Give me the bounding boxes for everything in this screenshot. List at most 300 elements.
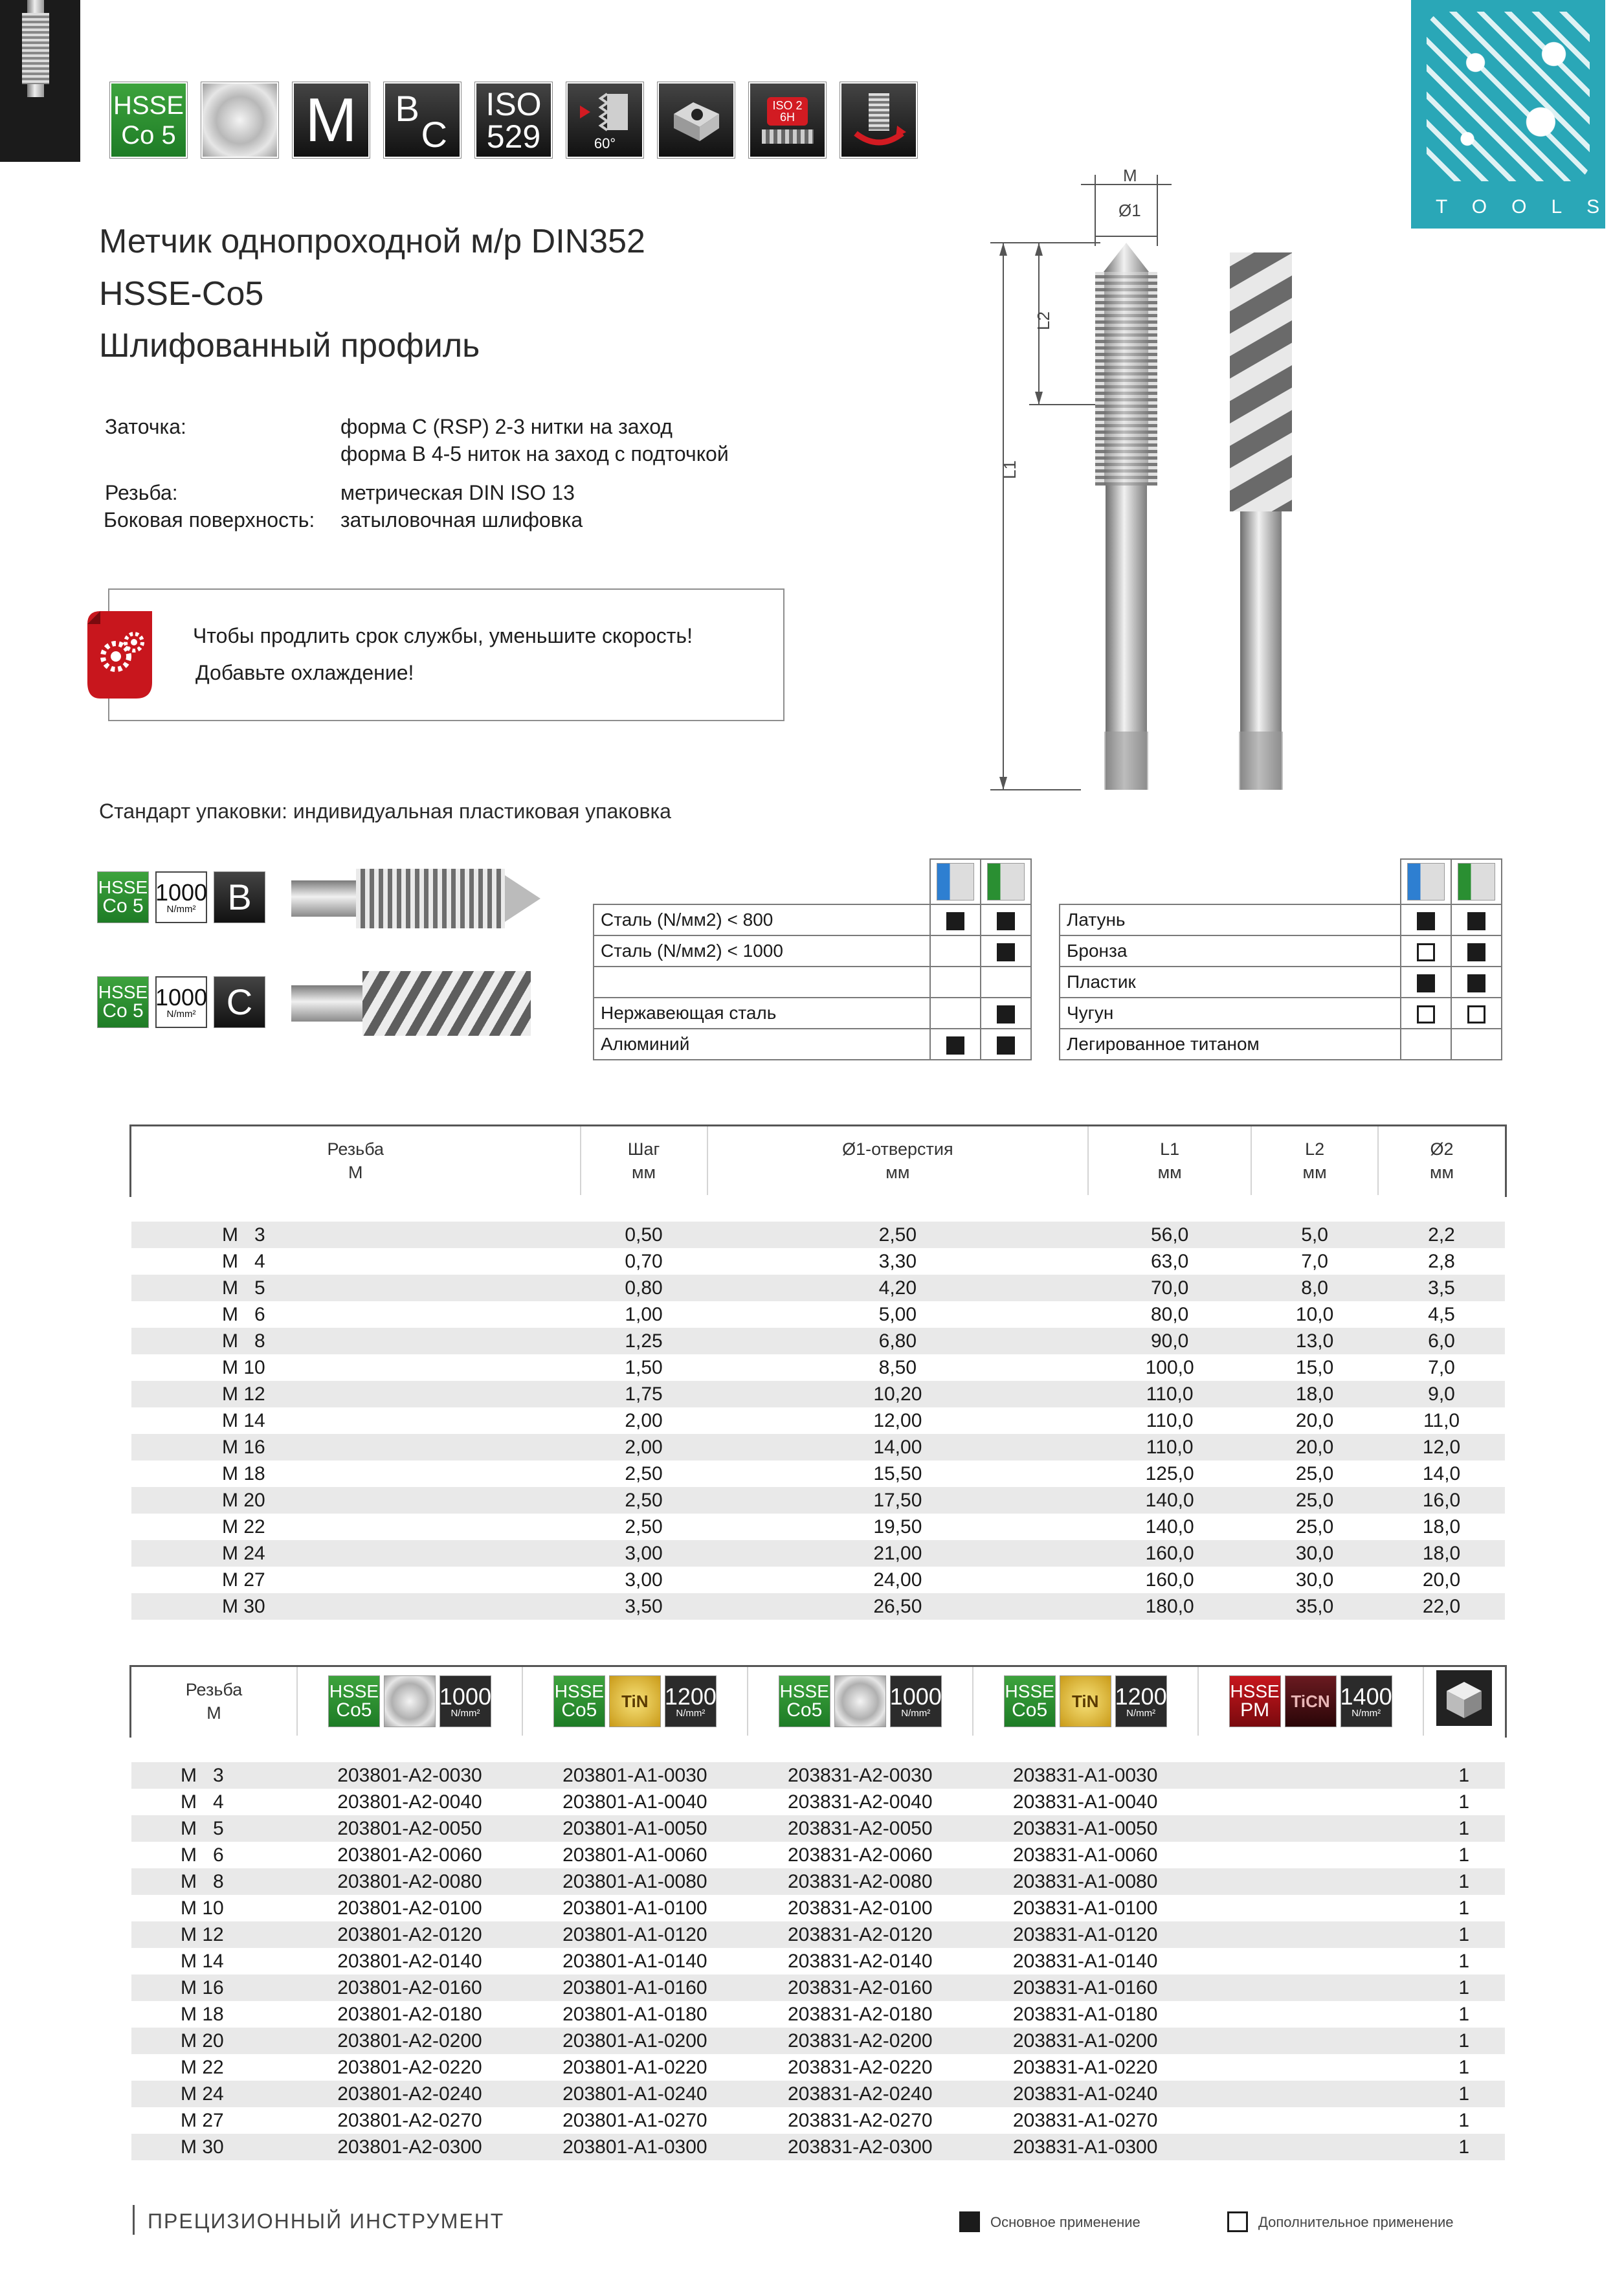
art-cell: M 30 <box>131 2134 297 2160</box>
art-cell: 1 <box>1458 1897 1470 1919</box>
art-cell: M 27 <box>181 2110 224 2131</box>
dim-cell: 63,0 <box>1150 1251 1189 1272</box>
badge-text: TiCN <box>1291 1692 1330 1711</box>
material-name: Пластик <box>1060 967 1401 998</box>
form-c-tap-image <box>291 965 544 1042</box>
dim-cell: 25,0 <box>1295 1516 1334 1538</box>
art-cell: 203831-A1-0100 <box>1012 1897 1158 1919</box>
package-header <box>1423 1667 1505 1736</box>
form-b-cell <box>930 1029 981 1060</box>
badge-text: HSSE <box>554 1681 604 1701</box>
notice-line-2: Добавьте охлаждение! <box>195 661 414 684</box>
table-row <box>131 2134 1505 2160</box>
dim-cell: 26,50 <box>707 1593 1089 1620</box>
dim-cell: 3,00 <box>625 1569 663 1591</box>
dim-cell: 110,0 <box>1146 1410 1194 1431</box>
dim-cell: 5,00 <box>878 1304 917 1325</box>
icon-label: B <box>395 87 419 129</box>
thread-angle-icon <box>566 82 643 158</box>
main-use-marker <box>946 912 964 930</box>
art-col-header <box>131 1667 297 1736</box>
extra-use-marker <box>1417 1005 1435 1024</box>
art-cell: M 4 <box>181 1791 224 1813</box>
material-row <box>594 998 1031 1029</box>
material-row <box>594 935 1031 967</box>
art-cell: 203831-A2-0300 <box>748 2134 973 2160</box>
art-cell: 203831-A1-0300 <box>973 2134 1198 2160</box>
art-cell <box>1198 1975 1423 2001</box>
icon-label: ISO <box>485 85 542 122</box>
form-c-icon <box>987 863 1025 901</box>
art-cell: 1 <box>1458 2110 1470 2131</box>
dim-cell: 3,5 <box>1378 1275 1505 1301</box>
dim-cell: 7,0 <box>1301 1251 1328 1272</box>
table-row <box>131 1407 1505 1434</box>
bc-glyph <box>390 88 455 153</box>
table-row <box>131 2107 1505 2134</box>
badge-text: HSSE <box>98 982 148 1002</box>
material-name: Легированное титаном <box>1060 1029 1401 1060</box>
dim-cell: 12,00 <box>873 1410 922 1431</box>
material-row <box>594 967 1031 998</box>
art-cell: M 22 <box>181 2057 224 2078</box>
main-use-marker <box>1467 943 1485 961</box>
art-cell: 203831-A2-0180 <box>788 2004 933 2025</box>
legend-extra-label: Дополнительное применение <box>1258 2214 1454 2230</box>
main-use-marker <box>1417 974 1435 992</box>
material-name: Нержавеющая сталь <box>594 998 930 1029</box>
form-b-cell <box>930 935 981 967</box>
dim-cell: 18,0 <box>1251 1381 1378 1407</box>
art-cell: 203831-A1-0080 <box>973 1868 1198 1895</box>
dim-cell: 30,0 <box>1295 1569 1334 1591</box>
art-cell: 203801-A2-0040 <box>337 1791 482 1813</box>
main-use-marker <box>997 943 1015 961</box>
dim-cell: 110,0 <box>1088 1434 1251 1460</box>
table-row <box>131 1948 1505 1975</box>
dim-cell: M 10 <box>222 1357 265 1378</box>
badge-text: TiN <box>1071 1692 1099 1711</box>
table-row <box>131 1460 1505 1487</box>
dim-cell: 1,50 <box>625 1357 663 1378</box>
dim-cell: M 4 <box>222 1251 265 1272</box>
material-name: Сталь (N/мм2) < 1000 <box>594 935 930 967</box>
dim-m-label: M <box>1123 166 1137 185</box>
art-cell: 203831-A2-0080 <box>748 1868 973 1895</box>
badge-text: HSSE <box>1230 1681 1280 1701</box>
extra-use-marker <box>1417 943 1435 961</box>
table-row <box>131 1381 1505 1407</box>
header-unit: мм <box>885 1163 910 1182</box>
art-cell: 1 <box>1423 2028 1505 2054</box>
title-line-2: HSSE-Co5 <box>99 275 264 313</box>
dim-cell: 0,50 <box>581 1222 707 1248</box>
art-cell: 1 <box>1423 1762 1505 1789</box>
legend-extra-swatch <box>1227 2211 1248 2232</box>
badge-text: N/mm² <box>1126 1707 1156 1719</box>
dim-cell: M 22 <box>222 1516 265 1538</box>
badge-text: N/mm² <box>901 1707 931 1719</box>
art-cell <box>1198 1948 1423 1975</box>
form-c-cell <box>981 1029 1031 1060</box>
table-row <box>131 1593 1505 1620</box>
header-unit: мм <box>1429 1163 1454 1182</box>
badge-text: C <box>226 981 253 1022</box>
dim-cell: M 12 <box>131 1381 581 1407</box>
main-use-marker <box>1417 912 1435 930</box>
art-cell: 203801-A1-0040 <box>562 1791 707 1813</box>
dim-cell: 3,00 <box>581 1540 707 1567</box>
badge-text: N/mm² <box>166 1008 196 1020</box>
legend-main-swatch <box>959 2211 980 2232</box>
dim-cell: 35,0 <box>1251 1593 1378 1620</box>
rotation-glyph <box>847 88 911 153</box>
material-name: Бронза <box>1060 935 1401 967</box>
form-b-header <box>930 859 981 904</box>
art-cell: 203831-A1-0180 <box>1012 2004 1158 2025</box>
badge-text: Co 5 <box>102 1000 144 1022</box>
art-cell: 1 <box>1423 1868 1505 1895</box>
dim-cell: 1,25 <box>581 1328 707 1354</box>
art-cell: 203831-A2-0050 <box>748 1815 973 1842</box>
art-cell: 203831-A1-0160 <box>973 1975 1198 2001</box>
art-cell <box>1198 1921 1423 1948</box>
art-cell: 1 <box>1458 2004 1470 2025</box>
art-cell: 203801-A2-0180 <box>337 2004 482 2025</box>
strength-badge <box>439 1675 491 1727</box>
dim-cell: 2,8 <box>1428 1251 1455 1272</box>
form-badge <box>214 871 265 923</box>
dim-cell: 8,50 <box>878 1357 917 1378</box>
icon-label: M <box>305 85 357 155</box>
strength-badge <box>665 1675 717 1727</box>
badge-text: Co5 <box>561 1699 597 1721</box>
form-bc-icon <box>384 82 461 158</box>
material-name: Сталь (N/мм2) < 800 <box>594 904 930 935</box>
header-line: Резьба <box>185 1679 243 1699</box>
surface-value: затыловочная шлифовка <box>340 508 583 531</box>
art-cell: M 5 <box>131 1815 297 1842</box>
badge-text: 1000 <box>155 983 208 1011</box>
dim-cell: 0,80 <box>581 1275 707 1301</box>
art-cell <box>1198 1868 1423 1895</box>
badge-text: Co5 <box>1012 1699 1048 1721</box>
table-row <box>131 2028 1505 2054</box>
dim-cell: 30,0 <box>1251 1540 1378 1567</box>
art-cell <box>1198 2054 1423 2081</box>
header-unit: мм <box>1157 1163 1182 1182</box>
form-c-cell <box>1451 967 1502 998</box>
form-b-cell <box>1401 967 1451 998</box>
art-cell: 203831-A1-0220 <box>1012 2057 1158 2078</box>
dim-col-header <box>1251 1126 1378 1195</box>
strength-badge <box>1340 1675 1392 1727</box>
square-shank-icon <box>658 82 735 158</box>
art-cell: 203801-A1-0030 <box>522 1762 748 1789</box>
art-cell: 203831-A1-0060 <box>1012 1844 1158 1866</box>
form-b-cell <box>1401 935 1451 967</box>
art-cell: 203801-A1-0100 <box>562 1897 707 1919</box>
dim-col-header <box>1088 1126 1251 1195</box>
form-b-cell <box>1401 998 1451 1029</box>
form-c-cell <box>981 967 1031 998</box>
form-b-cell <box>930 967 981 998</box>
dim-cell: 25,0 <box>1295 1463 1334 1484</box>
art-cell: 203831-A2-0160 <box>748 1975 973 2001</box>
dim-col-header <box>131 1126 581 1195</box>
main-use-marker <box>997 912 1015 930</box>
art-cell: 203801-A2-0050 <box>297 1815 522 1842</box>
dim-cell: 80,0 <box>1150 1304 1189 1325</box>
badge-text: 1200 <box>664 1683 717 1710</box>
art-cell: M 18 <box>181 2004 224 2025</box>
header-line: L1 <box>1160 1139 1180 1159</box>
dim-cell: 4,20 <box>707 1275 1089 1301</box>
art-cell: 203831-A1-0270 <box>1012 2110 1158 2131</box>
art-cell: 203801-A2-0140 <box>337 1951 482 1972</box>
art-cell: 203801-A1-0080 <box>522 1868 748 1895</box>
art-cell <box>1198 1842 1423 1868</box>
art-cell <box>1198 2028 1423 2054</box>
form-b-cell <box>930 904 981 935</box>
art-cell: 203801-A1-0220 <box>562 2057 707 2078</box>
icon-label: 6H <box>779 110 795 124</box>
badge-text: HSSE <box>329 1681 379 1701</box>
notice-line-1: Чтобы продлить срок службы, уменьшите скорость! <box>193 624 693 647</box>
dim-d1-label: Ø1 <box>1118 201 1141 220</box>
art-cell: 1 <box>1458 1951 1470 1972</box>
art-cell: 1 <box>1423 1975 1505 2001</box>
table-row <box>131 2001 1505 2028</box>
dim-cell: M 5 <box>131 1275 581 1301</box>
icon-label: 529 <box>486 118 541 155</box>
table-row <box>131 1514 1505 1540</box>
tolerance-6h-icon <box>749 82 826 158</box>
coating-badge <box>384 1675 436 1727</box>
art-cell: 203801-A1-0180 <box>562 2004 707 2025</box>
art-group-header <box>973 1667 1198 1736</box>
dim-cell: 140,0 <box>1088 1487 1251 1514</box>
art-cell <box>1198 2107 1423 2134</box>
badge-text: Co 5 <box>102 895 144 917</box>
dim-cell: 20,0 <box>1422 1569 1461 1591</box>
badge-text: 1200 <box>1115 1683 1167 1710</box>
title-line-1: Метчик однопроходной м/р DIN352 <box>99 223 645 260</box>
dim-cell: 3,30 <box>878 1251 917 1272</box>
dim-cell: 11,0 <box>1423 1410 1460 1431</box>
table-row <box>131 1975 1505 2001</box>
art-cell: 203831-A2-0220 <box>788 2057 933 2078</box>
art-cell: 203831-A1-0200 <box>973 2028 1198 2054</box>
form-c-icon <box>1458 863 1495 901</box>
dim-cell: 2,50 <box>581 1487 707 1514</box>
art-cell <box>1198 2134 1423 2160</box>
dim-cell: 2,2 <box>1378 1222 1505 1248</box>
dim-cell: 180,0 <box>1088 1593 1251 1620</box>
badge-text: HSSE <box>98 877 148 897</box>
dim-cell: 4,5 <box>1428 1304 1455 1325</box>
material-row <box>1060 935 1502 967</box>
thread-label: Резьба: <box>105 481 178 504</box>
footer-title: ПРЕЦИЗИОННЫЙ ИНСТРУМЕНТ <box>148 2209 505 2233</box>
article-table <box>131 1667 1505 2160</box>
logo-artwork <box>1427 12 1590 181</box>
icon-label: ISO 2 <box>772 98 803 112</box>
material-row <box>594 1029 1031 1060</box>
art-cell: 203831-A1-0050 <box>973 1815 1198 1842</box>
dim-cell: 2,50 <box>625 1463 663 1484</box>
tap-technical-drawing <box>984 162 1346 803</box>
badge-text: 1000 <box>889 1683 942 1710</box>
art-cell: 203831-A1-0240 <box>973 2081 1198 2107</box>
form-c-cell <box>981 904 1031 935</box>
form-b-cell <box>1401 904 1451 935</box>
art-group-header <box>1198 1667 1423 1736</box>
product-badges <box>298 1675 521 1727</box>
art-cell <box>1198 1815 1423 1842</box>
dim-cell: 160,0 <box>1088 1540 1251 1567</box>
materials-table-right <box>1059 858 1502 1060</box>
icon-label: 60° <box>594 135 616 151</box>
header-line: Шаг <box>627 1139 660 1159</box>
art-cell: 203801-A1-0240 <box>522 2081 748 2107</box>
variant-row-c <box>97 976 265 1028</box>
art-cell: M 12 <box>131 1921 297 1948</box>
art-cell: 203831-A2-0120 <box>748 1921 973 1948</box>
dim-cell: 6,80 <box>707 1328 1089 1354</box>
coating-badge <box>834 1675 886 1727</box>
dim-cell: 16,0 <box>1378 1487 1505 1514</box>
material-badge <box>1229 1675 1281 1727</box>
art-cell: 203801-A2-0080 <box>297 1868 522 1895</box>
art-cell: M 14 <box>181 1951 224 1972</box>
strength-badge <box>890 1675 942 1727</box>
art-cell: 1 <box>1423 1921 1505 1948</box>
coating-badge <box>609 1675 661 1727</box>
material-name <box>594 967 930 998</box>
main-use-marker <box>997 1036 1015 1055</box>
dim-cell: 2,00 <box>581 1434 707 1460</box>
form-c-cell <box>1451 904 1502 935</box>
dim-cell: M 24 <box>131 1540 581 1567</box>
material-row <box>1060 967 1502 998</box>
table-row <box>131 1815 1505 1842</box>
hsse-co5-badge <box>97 976 149 1028</box>
badge-text: 1000 <box>439 1683 491 1710</box>
dim-cell: 20,0 <box>1295 1410 1334 1431</box>
materials-header-blank <box>1060 859 1401 904</box>
art-cell: 203831-A2-0270 <box>788 2110 933 2131</box>
brand-logo <box>1411 0 1624 229</box>
art-cell: 1 <box>1458 2057 1470 2078</box>
thread-profile-glyph <box>576 90 634 135</box>
ground-surface-icon <box>201 82 278 158</box>
dim-cell: 15,50 <box>873 1463 922 1484</box>
badge-text: Co5 <box>786 1699 823 1721</box>
dim-cell: M 20 <box>131 1487 581 1514</box>
material-badge <box>328 1675 380 1727</box>
table-row <box>131 1762 1505 1789</box>
dim-cell: 0,70 <box>625 1251 663 1272</box>
form-c-cell <box>981 998 1031 1029</box>
package-box-icon <box>1435 1669 1493 1727</box>
table-row <box>131 1301 1505 1328</box>
dim-cell: M 8 <box>131 1328 581 1354</box>
dim-cell: 21,00 <box>707 1540 1089 1567</box>
header-line: Ø2 <box>1430 1139 1454 1159</box>
dim-cell: 7,0 <box>1428 1357 1455 1378</box>
surface-label: Боковая поверхность: <box>104 508 315 531</box>
art-cell: M 8 <box>131 1868 297 1895</box>
dim-cell: 9,0 <box>1378 1381 1505 1407</box>
form-c-cell <box>1451 935 1502 967</box>
art-cell: 203801-A2-0160 <box>297 1975 522 2001</box>
title-line-3: Шлифованный профиль <box>99 327 480 364</box>
art-group-header <box>297 1667 522 1736</box>
rotation-direction-icon <box>840 82 917 158</box>
dim-cell: 2,50 <box>707 1222 1089 1248</box>
shank-glyph <box>667 95 726 146</box>
badge-text: Co5 <box>336 1699 372 1721</box>
dimension-table <box>131 1126 1505 1620</box>
material-name: Алюминий <box>594 1029 930 1060</box>
dim-cell: 25,0 <box>1251 1487 1378 1514</box>
art-cell <box>1198 1762 1423 1789</box>
dim-cell: 90,0 <box>1088 1328 1251 1354</box>
table-row <box>131 1921 1505 1948</box>
form-c-cell <box>981 935 1031 967</box>
table-row <box>131 1567 1505 1593</box>
art-cell: 203831-A2-0240 <box>748 2081 973 2107</box>
thread-strip <box>762 129 814 144</box>
art-cell: 203831-A1-0140 <box>1012 1951 1158 1972</box>
form-b-icon <box>1407 863 1445 901</box>
tap-image <box>27 0 44 97</box>
art-cell: 203801-A2-0100 <box>337 1897 482 1919</box>
dim-cell: 22,0 <box>1378 1593 1505 1620</box>
thread-value: метрическая DIN ISO 13 <box>340 481 575 504</box>
form-b-tap-image <box>291 861 544 939</box>
form-c-cell <box>1451 998 1502 1029</box>
table-row <box>131 1789 1505 1815</box>
form-b-header <box>1401 859 1451 904</box>
table-row <box>131 1222 1505 1248</box>
art-cell: 1 <box>1423 2134 1505 2160</box>
sharpen-value-2: форма B 4-5 ниток на заход с подточкой <box>340 442 729 465</box>
header-line: Резьба <box>327 1139 384 1159</box>
art-cell: M 6 <box>181 1844 224 1866</box>
dim-cell: 100,0 <box>1145 1357 1194 1378</box>
dim-cell: 18,0 <box>1378 1540 1505 1567</box>
logo-text: TOOLS <box>1436 196 1624 218</box>
dim-cell: M 3 <box>131 1222 581 1248</box>
table-row <box>131 1487 1505 1514</box>
badge-text: 1400 <box>1340 1683 1392 1710</box>
packaging-note: Стандарт упаковки: индивидуальная пластиковая упаковка <box>99 800 671 823</box>
header-line: Ø1-отверстия <box>842 1139 953 1159</box>
dim-cell: 13,0 <box>1251 1328 1378 1354</box>
art-cell: 203801-A1-0140 <box>562 1951 707 1972</box>
art-cell: 203801-A2-0220 <box>337 2057 482 2078</box>
form-c-header <box>981 859 1031 904</box>
material-badge <box>1004 1675 1056 1727</box>
art-cell: 203801-A1-0050 <box>522 1815 748 1842</box>
dim-cell: M 14 <box>222 1410 265 1431</box>
art-cell: 1 <box>1423 2081 1505 2107</box>
art-cell: 1 <box>1458 1791 1470 1813</box>
dim-cell: 17,50 <box>707 1487 1089 1514</box>
dim-cell: M 6 <box>222 1304 265 1325</box>
